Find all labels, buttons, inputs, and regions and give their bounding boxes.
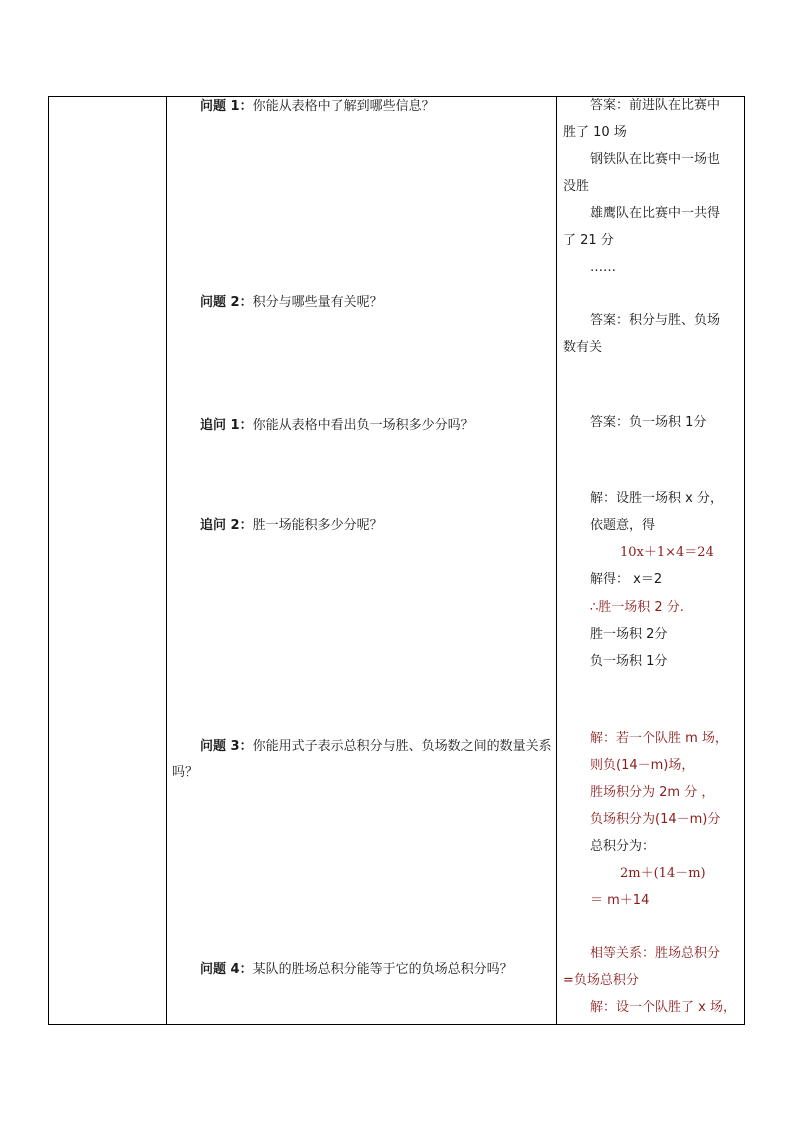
answer-1-line-5: 雄鹰队在比赛中一共得	[590, 206, 721, 221]
answer-5-line-3: 胜场积分为 2m 分 ，	[590, 785, 715, 800]
answer-4-line-5: ∴胜一场积 2 分.	[590, 600, 684, 615]
answer-2-line-1: 答案：积分与胜、负场	[590, 313, 721, 328]
answer-1-line-4: 没胜	[563, 179, 590, 194]
question-2	[200, 290, 383, 316]
followup-2-text: 胜一场能积多少分呢？	[252, 518, 383, 533]
question-4	[200, 957, 513, 983]
answer-6-line-1: 相等关系：胜场总积分	[590, 946, 721, 961]
question-4-label: 问题 4：	[200, 962, 253, 977]
answer-4-line-4: 解得： x＝2	[590, 572, 663, 587]
answer-5-line-5: 总积分为：	[590, 839, 656, 854]
question-3-label: 问题 3：	[200, 739, 253, 754]
question-3-text: 你能用式子表示总积分与胜、负场数之间的数量关系吗？	[172, 739, 552, 780]
answer-4-line-1: 解：设胜一场积 x 分，	[590, 491, 723, 506]
answer-4-line-2: 依题意，得	[590, 518, 656, 533]
answer-6-line-2: =负场总积分	[563, 973, 639, 988]
answer-5-line-4: 负场积分为(14－m)分	[590, 812, 721, 827]
answer-1-line-1: 答案：前进队在比赛中	[590, 98, 721, 113]
question-2-label: 问题 2：	[200, 295, 253, 310]
question-1	[200, 94, 435, 120]
column-divider-2	[556, 97, 557, 1024]
answer-4-equation: 10x＋1×4＝24	[620, 545, 714, 560]
followup-2	[200, 513, 383, 539]
followup-2-label: 追问 2：	[200, 518, 253, 533]
answer-3-line-1: 答案：负一场积 1分	[590, 415, 707, 430]
answer-1-line-2: 胜了 10 场	[563, 125, 627, 140]
question-4-text: 某队的胜场总积分能等于它的负场总积分吗？	[252, 962, 513, 977]
answer-5-line-2: 则负(14－m)场，	[590, 758, 695, 773]
followup-1-label: 追问 1：	[200, 418, 253, 433]
answer-1-line-7: ……	[590, 260, 616, 275]
followup-1	[200, 413, 474, 439]
question-1-text: 你能从表格中了解到哪些信息？	[252, 99, 435, 114]
column-divider-1	[166, 97, 167, 1024]
answer-5-expression: 2m＋(14－m)	[620, 866, 706, 881]
question-1-label: 问题 1：	[200, 99, 253, 114]
answer-5-line-1: 解：若一个队胜 m 场，	[590, 731, 728, 746]
answer-1-line-6: 了 21 分	[563, 233, 614, 248]
answer-2-line-2: 数有关	[563, 340, 603, 355]
answer-5-result: ＝ m＋14	[590, 893, 650, 908]
answer-6-line-3: 解：设一个队胜了 x 场，	[590, 1000, 736, 1015]
question-2-text: 积分与哪些量有关呢？	[252, 295, 383, 310]
answer-4-line-6: 胜一场积 2分	[590, 627, 668, 642]
followup-1-text: 你能从表格中看出负一场积多少分吗？	[252, 418, 474, 433]
answer-1-line-3: 钢铁队在比赛中一场也	[590, 152, 721, 167]
answer-4-line-7: 负一场积 1分	[590, 654, 668, 669]
question-3	[172, 734, 552, 786]
